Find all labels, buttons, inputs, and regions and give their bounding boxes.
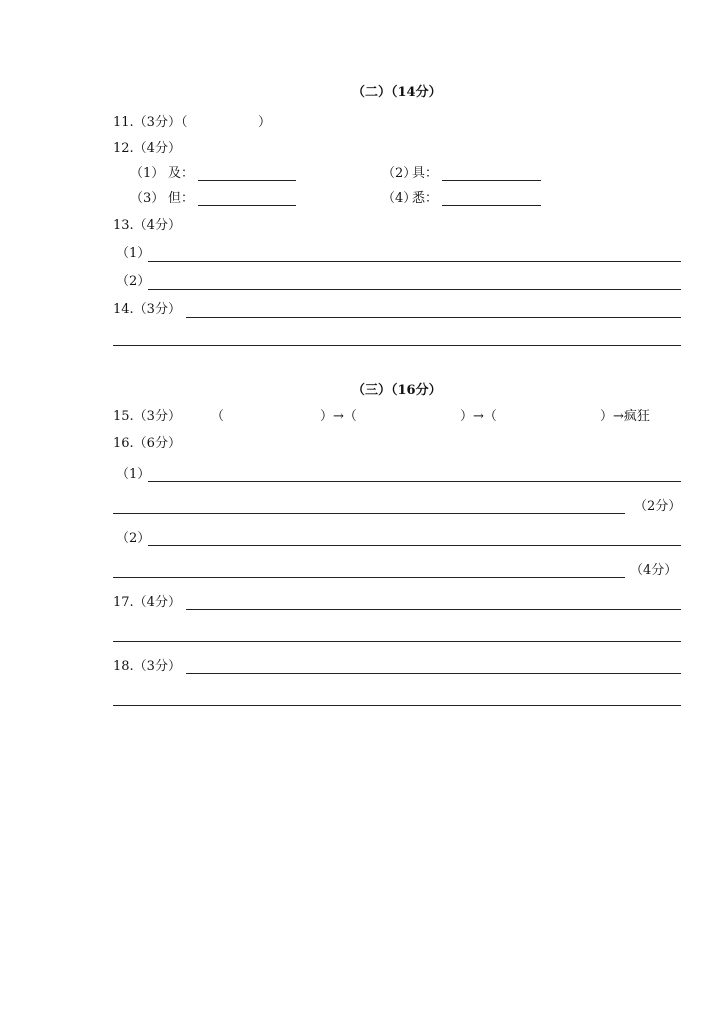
q13-label: 13.（4分）	[113, 218, 181, 233]
q14-answer-line-2[interactable]	[113, 345, 681, 346]
section-3-heading: （三）（16分）	[352, 383, 442, 398]
q16-sub2-label: （2）	[116, 531, 151, 546]
q16-sub1-answer-line-2[interactable]	[113, 513, 625, 514]
q15-label: 15.（3分）	[113, 409, 181, 424]
q14-label: 14.（3分）	[113, 302, 181, 317]
q12-item-2-num: （2）	[382, 166, 417, 181]
q16-label: 16.（6分）	[113, 436, 181, 451]
q12-item-4-char: 悉：	[412, 191, 439, 206]
q11-close-paren: ）	[258, 115, 272, 130]
section-2-heading: （二）（14分）	[352, 85, 442, 100]
q12-item-4-num: （4）	[382, 191, 417, 206]
q16-sub1-answer-line-1[interactable]	[148, 481, 681, 482]
q12-item-1-num: （1）	[130, 166, 165, 181]
q13-sub2-answer-line[interactable]	[148, 289, 681, 290]
q12-item-3-answer-line[interactable]	[198, 205, 296, 206]
q12-item-3-char: 但：	[168, 191, 195, 206]
q15-blank1-close: ）→（	[320, 409, 357, 424]
q12-item-4-answer-line[interactable]	[442, 205, 541, 206]
q13-sub1-answer-line[interactable]	[148, 261, 681, 262]
q13-sub1-label: （1）	[116, 246, 151, 261]
q16-sub2-answer-line-1[interactable]	[148, 545, 681, 546]
q12-item-1-char: 及：	[168, 166, 195, 181]
q11-label: 11.（3分）（	[113, 115, 188, 130]
q16-sub1-score: （2分）	[634, 499, 682, 514]
q15-blank2-close: ）→（	[460, 409, 497, 424]
q17-answer-line-1[interactable]	[186, 609, 681, 610]
q15-open-paren: （	[211, 409, 225, 424]
q12-item-3-num: （3）	[130, 191, 165, 206]
q18-label: 18.（3分）	[113, 659, 181, 674]
q12-item-1-answer-line[interactable]	[198, 180, 296, 181]
q16-sub2-score: （4分）	[630, 563, 678, 578]
q18-answer-line-1[interactable]	[186, 673, 681, 674]
q12-label: 12.（4分）	[113, 141, 181, 156]
q15-blank3-close: ）→疯狂	[600, 409, 650, 424]
q18-answer-line-2[interactable]	[113, 705, 681, 706]
q16-sub2-answer-line-2[interactable]	[113, 577, 625, 578]
q13-sub2-label: （2）	[116, 274, 151, 289]
q12-item-2-char: 具：	[412, 166, 439, 181]
q12-item-2-answer-line[interactable]	[442, 180, 541, 181]
q14-answer-line-1[interactable]	[186, 317, 681, 318]
q17-answer-line-2[interactable]	[113, 641, 681, 642]
q17-label: 17.（4分）	[113, 595, 181, 610]
q16-sub1-label: （1）	[116, 467, 151, 482]
